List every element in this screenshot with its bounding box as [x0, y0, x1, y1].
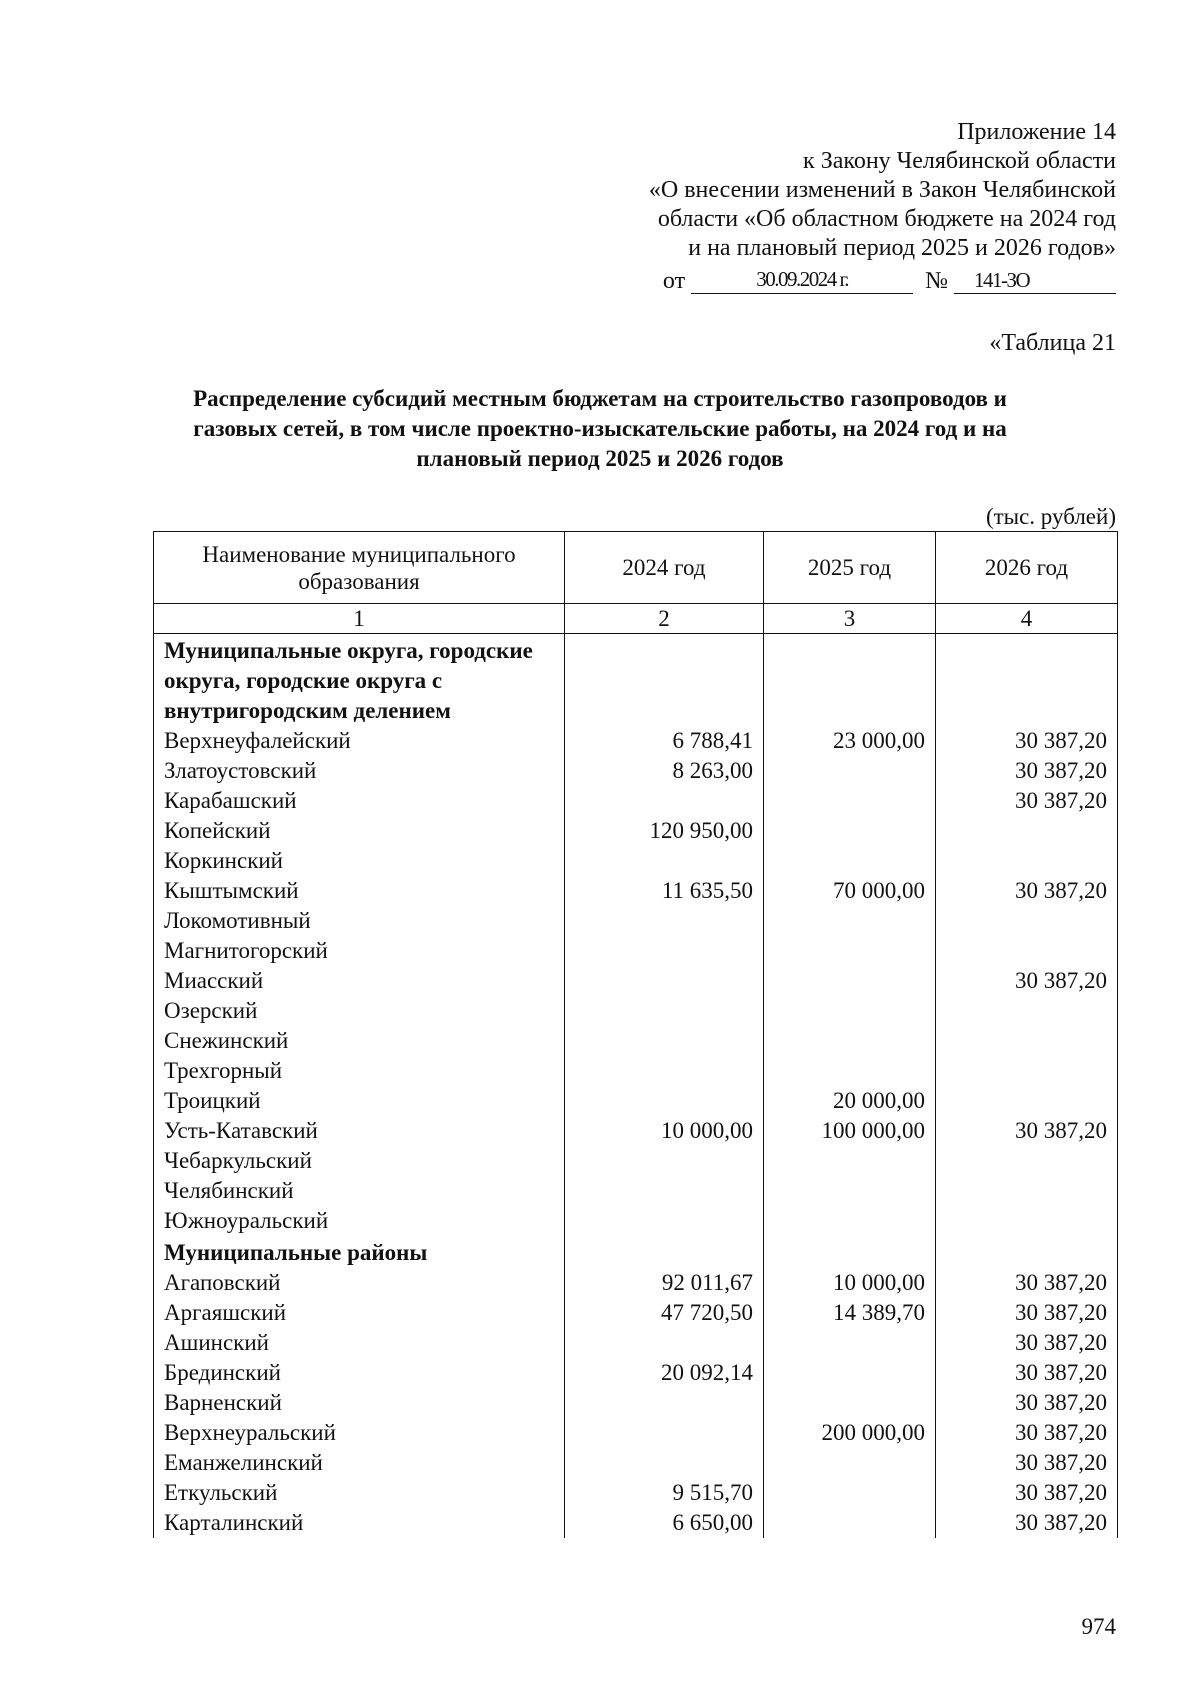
amount-2026: 30 387,20 — [936, 1418, 1118, 1448]
municipality-name: Трехгорный — [154, 1056, 565, 1086]
municipality-name: Брединский — [154, 1358, 565, 1388]
table-row — [154, 726, 1118, 756]
amount-2024: 6 650,00 — [565, 1508, 764, 1538]
amount-2025 — [764, 1056, 936, 1086]
amount-2026 — [936, 1086, 1118, 1116]
amount-2024 — [565, 1206, 764, 1236]
municipality-name: Магнитогорский — [154, 936, 565, 966]
table-row — [154, 1418, 1118, 1448]
column-number-row — [154, 604, 1118, 634]
table-row — [154, 1116, 1118, 1146]
municipality-name: Агаповский — [154, 1268, 565, 1298]
number-label: № — [925, 268, 948, 294]
amount-2025 — [764, 1206, 936, 1236]
municipality-name: Троицкий — [154, 1086, 565, 1116]
empty-cell — [936, 634, 1118, 727]
amount-2025 — [764, 786, 936, 816]
municipality-name: Копейский — [154, 816, 565, 846]
amount-2024 — [565, 996, 764, 1026]
amount-2026: 30 387,20 — [936, 1358, 1118, 1388]
header-2025: 2025 год — [764, 532, 936, 604]
municipality-name: Варненский — [154, 1388, 565, 1418]
law-number: 141-ЗО — [954, 268, 1116, 294]
amount-2025 — [764, 846, 936, 876]
amount-2025: 100 000,00 — [764, 1116, 936, 1146]
units-label: (тыс. рублей) — [985, 504, 1116, 529]
amount-2026: 30 387,20 — [936, 1388, 1118, 1418]
table-header-row — [154, 532, 1118, 604]
page-number: 974 — [1081, 1614, 1116, 1639]
amount-2025 — [764, 966, 936, 996]
amount-2026 — [936, 1206, 1118, 1236]
amount-2024: 9 515,70 — [565, 1478, 764, 1508]
amount-2025 — [764, 1478, 936, 1508]
municipality-name: Ашинский — [154, 1328, 565, 1358]
amount-2024 — [565, 1448, 764, 1478]
table-reference: «Таблица 21 — [989, 330, 1116, 356]
table-row — [154, 846, 1118, 876]
section-header-row — [154, 1236, 1118, 1268]
table-row — [154, 936, 1118, 966]
amount-2024: 47 720,50 — [565, 1298, 764, 1328]
amount-2025: 200 000,00 — [764, 1418, 936, 1448]
amount-2026: 30 387,20 — [936, 966, 1118, 996]
amount-2024 — [565, 1388, 764, 1418]
amount-2026: 30 387,20 — [936, 1298, 1118, 1328]
table-row — [154, 906, 1118, 936]
empty-cell — [565, 634, 764, 727]
municipality-name: Аргаяшский — [154, 1298, 565, 1328]
amount-2024 — [565, 1146, 764, 1176]
table-row — [154, 1086, 1118, 1116]
amount-2026: 30 387,20 — [936, 1328, 1118, 1358]
amount-2025 — [764, 1026, 936, 1056]
amount-2024: 92 011,67 — [565, 1268, 764, 1298]
title-line-2: газовых сетей, в том числе проектно-изыскательские работы, на 2024 год и на — [193, 416, 1007, 441]
table-row — [154, 1176, 1118, 1206]
amount-2026 — [936, 816, 1118, 846]
table-row — [154, 1206, 1118, 1236]
table-row — [154, 786, 1118, 816]
amount-2024: 10 000,00 — [565, 1116, 764, 1146]
amount-2025 — [764, 1448, 936, 1478]
column-number: 2 — [565, 604, 764, 634]
table-row — [154, 966, 1118, 996]
amount-2024 — [565, 846, 764, 876]
table-row — [154, 1056, 1118, 1086]
amount-2024 — [565, 1086, 764, 1116]
municipality-name: Озерский — [154, 996, 565, 1026]
amount-2025 — [764, 1176, 936, 1206]
amount-2024 — [565, 1026, 764, 1056]
amount-2026: 30 387,20 — [936, 1268, 1118, 1298]
table-row — [154, 1388, 1118, 1418]
municipality-name: Кыштымский — [154, 876, 565, 906]
header-2024: 2024 год — [565, 532, 764, 604]
amount-2025 — [764, 906, 936, 936]
title-line-1: Распределение субсидий местным бюджетам на строительство газопроводов и — [193, 386, 1007, 411]
municipality-name: Усть-Катавский — [154, 1116, 565, 1146]
section-title: Муниципальные округа, городские округа, городские округа с внутригородским делением — [154, 634, 565, 727]
empty-cell — [764, 634, 936, 727]
table-row — [154, 756, 1118, 786]
amount-2025: 10 000,00 — [764, 1268, 936, 1298]
amount-2025 — [764, 816, 936, 846]
header-2026: 2026 год — [936, 532, 1118, 604]
empty-cell — [764, 1236, 936, 1268]
amount-2024: 11 635,50 — [565, 876, 764, 906]
amount-2025: 23 000,00 — [764, 726, 936, 756]
amount-2025 — [764, 936, 936, 966]
section-title: Муниципальные районы — [154, 1236, 565, 1268]
table-row — [154, 816, 1118, 846]
table-row — [154, 1026, 1118, 1056]
appendix-line-1: Приложение 14 — [957, 119, 1116, 145]
table-row — [154, 1448, 1118, 1478]
table-body — [154, 634, 1118, 1539]
document-title — [150, 384, 1050, 474]
table-row — [154, 1508, 1118, 1538]
municipality-name: Локомотивный — [154, 906, 565, 936]
amount-2024: 120 950,00 — [565, 816, 764, 846]
amount-2026 — [936, 1026, 1118, 1056]
amount-2026: 30 387,20 — [936, 756, 1118, 786]
amount-2025 — [764, 996, 936, 1026]
amount-2025 — [764, 756, 936, 786]
column-number: 4 — [936, 604, 1118, 634]
municipality-name: Карабашский — [154, 786, 565, 816]
section-header-row — [154, 634, 1118, 727]
table-row — [154, 1358, 1118, 1388]
title-line-3: плановый период 2025 и 2026 годов — [416, 446, 784, 471]
amount-2024 — [565, 906, 764, 936]
appendix-line-5: и на плановый период 2025 и 2026 годов» — [688, 235, 1116, 261]
amount-2026: 30 387,20 — [936, 726, 1118, 756]
municipality-name: Еманжелинский — [154, 1448, 565, 1478]
appendix-line-4: области «Об областном бюджете на 2024 год — [657, 206, 1116, 232]
amount-2025: 70 000,00 — [764, 876, 936, 906]
amount-2026 — [936, 1176, 1118, 1206]
header-municipality: Наименование муниципального образования — [154, 532, 565, 604]
amount-2026 — [936, 906, 1118, 936]
amount-2025 — [764, 1358, 936, 1388]
amount-2025: 14 389,70 — [764, 1298, 936, 1328]
municipality-name: Чебаркульский — [154, 1146, 565, 1176]
amount-2026: 30 387,20 — [936, 876, 1118, 906]
amount-2026 — [936, 1146, 1118, 1176]
municipality-name: Еткульский — [154, 1478, 565, 1508]
amount-2024 — [565, 1176, 764, 1206]
table-row — [154, 1146, 1118, 1176]
amount-2026 — [936, 1056, 1118, 1086]
column-number: 3 — [764, 604, 936, 634]
amount-2026 — [936, 996, 1118, 1026]
amount-2025: 20 000,00 — [764, 1086, 936, 1116]
subsidy-table — [153, 531, 1118, 1538]
amount-2026 — [936, 846, 1118, 876]
empty-cell — [565, 1236, 764, 1268]
amount-2026: 30 387,20 — [936, 786, 1118, 816]
amount-2026: 30 387,20 — [936, 1448, 1118, 1478]
municipality-name: Верхнеуральский — [154, 1418, 565, 1448]
amount-2024 — [565, 936, 764, 966]
law-signature-row — [496, 264, 1116, 296]
law-date: 30.09.2024 г. — [691, 267, 913, 294]
amount-2026: 30 387,20 — [936, 1116, 1118, 1146]
amount-2025 — [764, 1328, 936, 1358]
municipality-name: Златоустовский — [154, 756, 565, 786]
amount-2025 — [764, 1508, 936, 1538]
appendix-header — [496, 118, 1116, 296]
amount-2026: 30 387,20 — [936, 1508, 1118, 1538]
municipality-name: Снежинский — [154, 1026, 565, 1056]
municipality-name: Южноуральский — [154, 1206, 565, 1236]
empty-cell — [936, 1236, 1118, 1268]
appendix-line-3: «О внесении изменений в Закон Челябинской — [648, 177, 1116, 203]
municipality-name: Челябинский — [154, 1176, 565, 1206]
amount-2024: 8 263,00 — [565, 756, 764, 786]
table-row — [154, 996, 1118, 1026]
amount-2024: 20 092,14 — [565, 1358, 764, 1388]
from-label: от — [662, 268, 686, 294]
municipality-name: Верхнеуфалейский — [154, 726, 565, 756]
municipality-name: Карталинский — [154, 1508, 565, 1538]
amount-2024 — [565, 786, 764, 816]
table-row — [154, 1268, 1118, 1298]
municipality-name: Коркинский — [154, 846, 565, 876]
table-row — [154, 1298, 1118, 1328]
amount-2024 — [565, 966, 764, 996]
amount-2026 — [936, 936, 1118, 966]
amount-2024 — [565, 1328, 764, 1358]
table-row — [154, 1478, 1118, 1508]
amount-2024 — [565, 1418, 764, 1448]
amount-2024 — [565, 1056, 764, 1086]
column-number: 1 — [154, 604, 565, 634]
appendix-line-2: к Закону Челябинской области — [803, 148, 1116, 174]
table-row — [154, 1328, 1118, 1358]
amount-2025 — [764, 1388, 936, 1418]
municipality-name: Миасский — [154, 966, 565, 996]
amount-2025 — [764, 1146, 936, 1176]
amount-2024: 6 788,41 — [565, 726, 764, 756]
table-row — [154, 876, 1118, 906]
amount-2026: 30 387,20 — [936, 1478, 1118, 1508]
